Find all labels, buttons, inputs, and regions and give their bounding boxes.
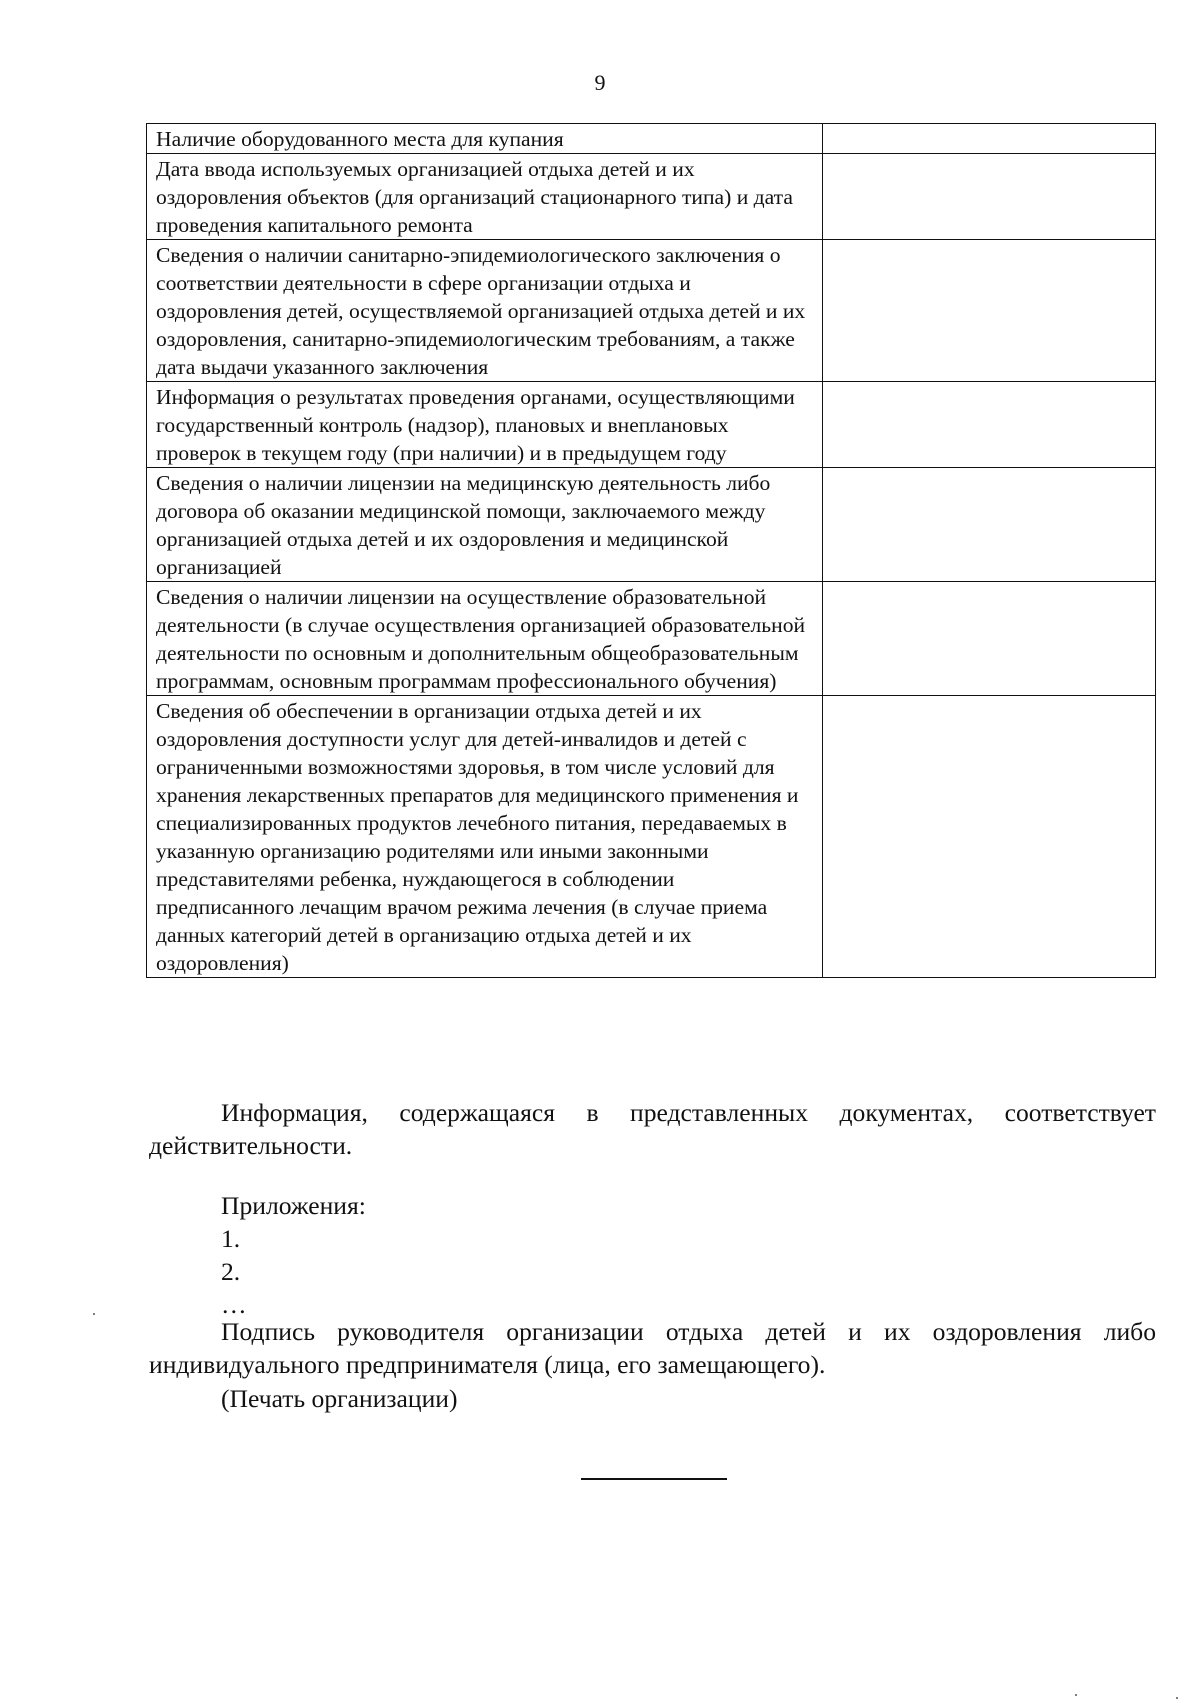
table-row <box>147 240 1156 382</box>
row-label: Наличие оборудованного места для купания <box>147 124 823 154</box>
scan-speck <box>93 1313 95 1315</box>
row-value[interactable] <box>823 154 1156 240</box>
stamp-note: (Печать организации) <box>221 1384 458 1413</box>
info-table <box>146 123 1156 978</box>
table-row <box>147 124 1156 154</box>
attachment-item: … <box>221 1290 247 1319</box>
end-divider <box>581 1478 727 1480</box>
scan-speck <box>1075 1694 1077 1696</box>
scan-speck <box>1176 1697 1178 1699</box>
row-value[interactable] <box>823 382 1156 468</box>
signature-line: Подпись руководителя организации отдыха детей и их оздоровления либо индивидуального предпринимателя (лица, его замещающего). <box>149 1317 1156 1379</box>
row-label: Сведения о наличии лицензии на медицинскую деятельность либо договора об оказании медицинской помощи, заключаемого между организацией отдыха детей и их оздоровления и медицинской организацией <box>147 468 823 582</box>
row-label: Информация о результатах проведения органами, осуществляющими государственный контроль (надзор), плановых и внеплановых проверок в текущем году (при наличии) и в предыдущем году <box>147 382 823 468</box>
row-label: Дата ввода используемых организацией отдыха детей и их оздоровления объектов (для организаций стационарного типа) и дата проведения капитального ремонта <box>147 154 823 240</box>
table-row <box>147 696 1156 978</box>
accuracy-statement: Информация, содержащаяся в представленных документах, соответствует действительности. <box>149 1098 1156 1160</box>
table-row <box>147 582 1156 696</box>
row-label: Сведения об обеспечении в организации отдыха детей и их оздоровления доступности услуг для детей-инвалидов и детей с ограниченными возможностями здоровья, в том числе условий для хранения лекарственных препаратов для медицинского применения и специализированных продуктов лечебного питания, передаваемых в указанную организацию родителями или иными законными представителями ребенка, нуждающегося в соблюдении предписанного лечащим врачом режима лечения (в случае приема данных категорий детей в организацию отдыха детей и их оздоровления) <box>147 696 823 978</box>
page-number: 9 <box>594 70 606 95</box>
row-label: Сведения о наличии санитарно-эпидемиологического заключения о соответствии деятельности в сфере организации отдыха и оздоровления детей, осуществляемой организацией отдыха детей и их оздоровления, санитарно-эпидемиологическим требованиям, а также дата выдачи указанного заключения <box>147 240 823 382</box>
row-label: Сведения о наличии лицензии на осуществление образовательной деятельности (в случае осуществления организацией образовательной деятельности по основным и дополнительным общеобразовательным программам, основным программам профессионального обучения) <box>147 582 823 696</box>
table-row <box>147 468 1156 582</box>
table-row <box>147 154 1156 240</box>
row-value[interactable] <box>823 582 1156 696</box>
row-value[interactable] <box>823 124 1156 154</box>
attachment-item: 2. <box>221 1257 241 1286</box>
attachments-heading: Приложения: <box>221 1191 366 1220</box>
row-value[interactable] <box>823 468 1156 582</box>
table-row <box>147 382 1156 468</box>
row-value[interactable] <box>823 240 1156 382</box>
attachment-item: 1. <box>221 1224 241 1253</box>
attachments-list <box>221 1189 366 1321</box>
row-value[interactable] <box>823 696 1156 978</box>
